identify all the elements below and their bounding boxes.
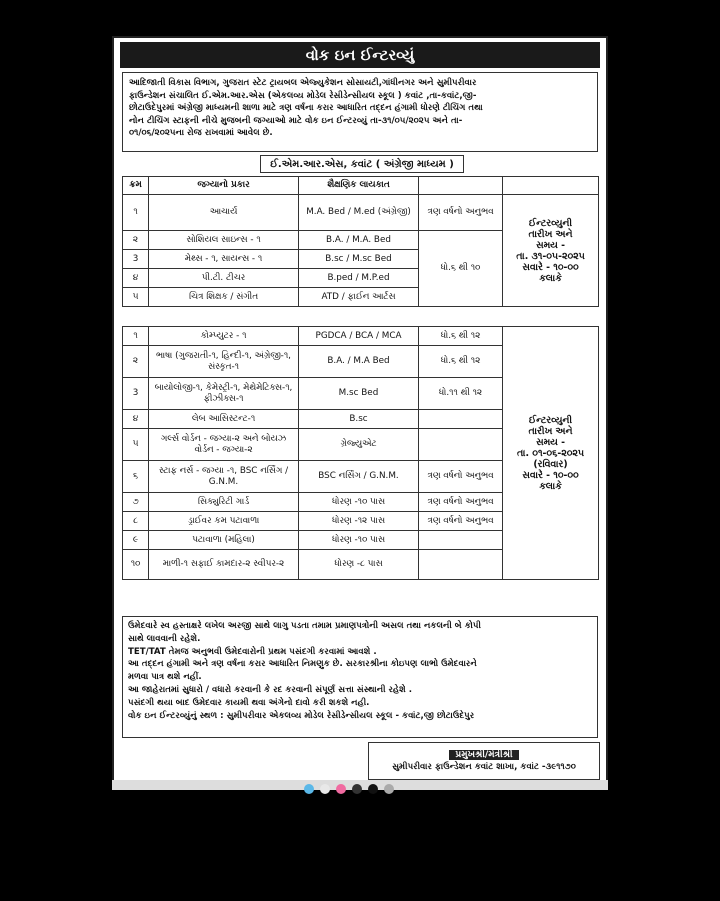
color-dot bbox=[352, 784, 362, 794]
table-row: 3 મેથ્સ - ૧, સાયન્સ - ૧ B.sc / M.sc Bed bbox=[123, 250, 599, 269]
table-row: ૧૦ માળી-૧ સફાઈ કામદાર-૨ સ્વીપર-૨ ધોરણ -૮ પાસ bbox=[123, 550, 599, 580]
intro-line: ફાઉન્ડેશન સંચાલિત ઈ.એમ.આર.એસ (એકલવ્ય મોડેલ રેસીડેન્સીયલ સ્કૂલ ) કવાંટ ,તા-કવાંટ,જી- bbox=[129, 90, 477, 101]
intro-line: છોટાઉદેપુરમાં અંગ્રેજી માધ્યમની શાળા માટે ત્રણ વર્ષના કરાર આધારિત તદ્દન હંગામી ધોરણે ટીચિંગ તથા bbox=[129, 103, 483, 114]
note-line: મળવા પાત્ર થશે નહીં. bbox=[128, 672, 202, 683]
table-row: ૬ સ્ટાફ નર્સ - જગ્યા -૧, BSC નર્સિંગ / G.N.M. BSC નર્સિંગ / G.N.M. ત્રણ વર્ષનો અનુભવ bbox=[123, 461, 599, 493]
intro-line: ૦૧/૦૬/૨૦૨૫ના રોજ રાખવામાં આવેલ છે. bbox=[129, 128, 273, 139]
school-subheading: ઈ.એમ.આર.એસ, કવાંટ ( અંગ્રેજી માધ્યમ ) bbox=[260, 155, 464, 173]
color-dot bbox=[336, 784, 346, 794]
note-line: આ તદ્દન હંગામી અને ત્રણ વર્ષના કરાર આધારિત નિમણુક છે. સરકારશ્રીના કોઇપણ લાભો ઉમેદવારને bbox=[128, 659, 477, 670]
note-line: પસંદગી થયા બાદ ઉમેદવાર કાયમી થવા અંગેનો દાવો કરી શકશે નહી. bbox=[128, 697, 370, 708]
note-line: આ જાહેરાતમાં સુધારો / વધારો કરવાની કે રદ કરવાની સંપૂર્ણ સત્તા સંસ્થાની રહેશે . bbox=[128, 684, 412, 695]
col-header-qualification: શૈક્ષણિક લાયકાત bbox=[299, 177, 419, 195]
color-dot bbox=[384, 784, 394, 794]
note-line: ઉમેદવારે સ્વ હસ્તાક્ષરે લખેલ અરજી સાથે લાગુ પડતા તમામ પ્રમાણપત્રોની અસલ તથા નકલની બે કોપી bbox=[128, 621, 481, 631]
note-line: સાથે લાવવાની રહેશે. bbox=[128, 633, 201, 644]
signatory-title: પ્રમુખશ્રી/મંત્રીશ્રી bbox=[449, 750, 518, 760]
intro-paragraph bbox=[122, 72, 598, 152]
table-row: ૯ પટાવાળા (મહિલા) ધોરણ -૧૦ પાસ bbox=[123, 531, 599, 550]
interview-date-1: ઈન્ટરવ્યુની તારીખ અને સમય - તા. ૩૧-૦૫-૨૦૨૫ સવારે - ૧૦-૦૦ કલાકે bbox=[503, 195, 599, 307]
teaching-posts-table bbox=[122, 176, 599, 307]
table-row: ૪ લેબ આસિસ્ટન્ટ-૧ B.sc bbox=[123, 410, 599, 429]
table-row: 3 બાયોલોજી-૧, કેમેસ્ટ્રી-૧, મેથેમેટિક્સ-૧, ફીઝીક્સ-૧ M.sc Bed ધો.૧૧ થી ૧૨ bbox=[123, 378, 599, 410]
table-row: ૨ સોશિયલ સાઇન્સ - ૧ B.A. / M.A. Bed ધો.૬ થી ૧૦ bbox=[123, 231, 599, 250]
table-row: ૫ ગર્લ્સ વોર્ડન - જગ્યા-૨ અને બોયઝ વોર્ડન - જગ્યા-૨ ગ્રેજ્યુએટ bbox=[123, 429, 599, 461]
notice-title: વોક ઇન ઈન્ટરવ્યું bbox=[120, 42, 600, 68]
intro-line: નોન ટીચિંગ સ્ટાફની નીચે મુજબની જગ્યાઓ માટે વોક ઇન ઈન્ટરવ્યું તા-૩૧/૦૫/૨૦૨૫ અને તા- bbox=[129, 115, 463, 126]
color-dot bbox=[368, 784, 378, 794]
std-group: ધો.૬ થી ૧૦ bbox=[419, 231, 503, 307]
table-row: ૪ પી.ટી. ટીચર B.ped / M.P.ed bbox=[123, 269, 599, 288]
col-header-post: જગ્યાનો પ્રકાર bbox=[149, 177, 299, 195]
non-teaching-posts-table bbox=[122, 326, 599, 580]
color-dot bbox=[304, 784, 314, 794]
notice-sheet bbox=[112, 36, 608, 788]
table-row: ૫ ચિત્ર શિક્ષક / સંગીત ATD / ફાઈન આર્ટસ bbox=[123, 288, 599, 307]
col-header-no: ક્રમ bbox=[123, 177, 149, 195]
table-row: ૧ આચાર્ય M.A. Bed / M.ed (અંગ્રેજી) ત્રણ વર્ષનો અનુભવ ઈન્ટરવ્યુની તારીખ અને સમય - તા. ૩૧-૦૫-૨૦૨૫ સવારે - ૧૦-૦૦ કલાકે bbox=[123, 195, 599, 231]
table-row: ૧ કોમ્પ્યુટર - ૧ PGDCA / BCA / MCA ધો.૬ થી ૧૨ ઈન્ટરવ્યુની તારીખ અને સમય - તા. ૦૧-૦૬-૨૦૨૫ (રવિવાર) સવારે - ૧૦-૦૦ કલાકે bbox=[123, 327, 599, 346]
color-dots bbox=[304, 784, 394, 794]
note-line: TET/TAT તેમજ અનુભવી ઉમેદવારોની પ્રથમ પસંદગી કરવામાં આવશે . bbox=[128, 646, 377, 657]
notes-section bbox=[122, 616, 598, 738]
signature-box bbox=[368, 742, 600, 780]
color-dot bbox=[320, 784, 330, 794]
note-line: વોક ઇન ઈન્ટરવ્યુંનું સ્થળ : સુમીપરીવાર એકલવ્ય મોડેલ રેસીડેન્સીયલ સ્કૂલ - કવાંટ,જી છોટાઉદેપુર bbox=[128, 710, 475, 721]
intro-line: આદિજાતી વિકાસ વિભાગ, ગુજરાત સ્ટેટ ટ્રાયબલ એજ્યુકેશન સોસાયટી,ગાંધીનગર અને સુમીપરીવાર bbox=[129, 78, 477, 88]
table-row: ૨ ભાષા (ગુજરાતી-૧, હિન્દી-૧, અંગ્રેજી-૧, સંસ્કૃત-૧ B.A. / M.A Bed ધો.૬ થી ૧૨ bbox=[123, 346, 599, 378]
table-row: ૭ સિક્યુરિટી ગાર્ડ ધોરણ -૧૦ પાસ ત્રણ વર્ષનો અનુભવ bbox=[123, 493, 599, 512]
interview-date-2: ઈન્ટરવ્યુની તારીખ અને સમય - તા. ૦૧-૦૬-૨૦૨૫ (રવિવાર) સવારે - ૧૦-૦૦ કલાકે bbox=[503, 327, 599, 580]
signatory-org: સુમીપરીવાર ફાઉન્ડેશન કવાંટ શાખા, કવાંટ -૩૯૧૧૭૦ bbox=[392, 762, 576, 772]
table-row: ૮ ડ્રાઈવર કમ પટાવાળા ધોરણ -૧૨ પાસ ત્રણ વર્ષનો અનુભવ bbox=[123, 512, 599, 531]
